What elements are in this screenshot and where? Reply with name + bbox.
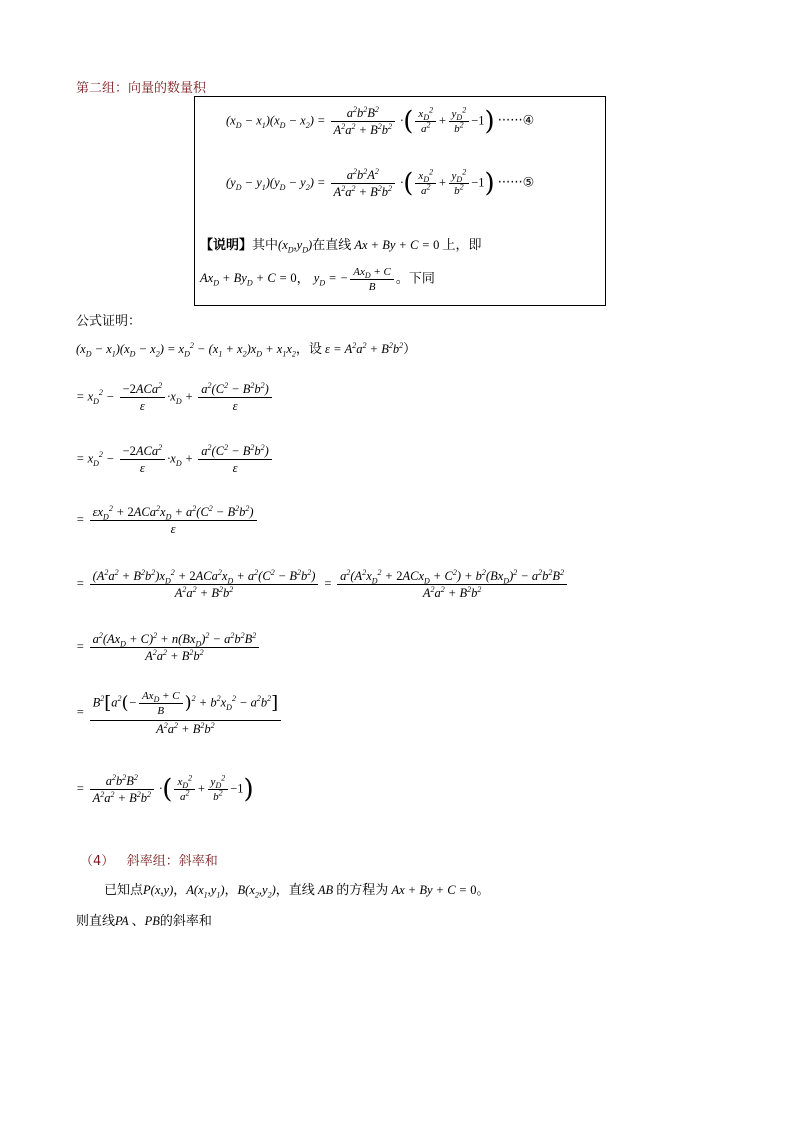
proof-line-5: = $\frac{(A^2a^2 + B^2b^2)x_D^2 + 2ACa^2x_D + a^2(C^2 - B^2b^2)}{A^2a^2 + B^2b^2}$ = $\frac{a^2(A^2x_D^2 + 2ACx_D + C^2) + b^2(Bx_D)^2 - a^2b^2B^2}{A^2a^2 + B^2b^2}$: [76, 569, 569, 600]
note-line-1: 【说明】其中$(x_D,y_D)$在直线 Ax + By + C = 0 上，即: [200, 238, 482, 255]
section4-line-1: 已知点P(x,y)，$A(x_1,y_1)$，$B(x_2,y_2)$，直线 AB 的方程为 Ax + By + C = 0。: [104, 883, 490, 900]
section-heading-4: [80, 850, 218, 869]
proof-line-8: = $\frac{a^2b^2B^2}{A^2a^2 + B^2b^2}$ ·( $\frac{x_D^2}{a^2}$ + $\frac{y_D^2}{b^2}$ −1): [76, 772, 254, 805]
proof-line-6: = $\frac{a^2(Ax_D + C)^2 + n(Bx_D)^2 - a^2b^2B^2}{A^2a^2 + B^2b^2}$: [76, 632, 261, 663]
formula-4: $(x_D - x_1)(x_D - x_2)$ = $\frac{a^2b^2B^2}{A^2a^2 + B^2b^2}$ ·( $\frac{x_D^2}{a^2}$ + $\frac{y_D^2}{b^2}$ −1) ······④: [226, 104, 535, 137]
formula-5: $(y_D - y_1)(y_D - y_2)$ = $\frac{a^2b^2A^2}{A^2a^2 + B^2b^2}$ ·( $\frac{x_D^2}{a^2}$ + $\frac{y_D^2}{b^2}$ −1) ······⑤: [226, 166, 535, 199]
section-heading-group2: 第二组：向量的数量积: [76, 81, 207, 96]
proof-line-2: = $x_D^2$ − $\frac{-2ACa^2}{\varepsilon}$ $\cdot x_D$ + $\frac{a^2(C^2 - B^2b^2)}{\varepsilon}$: [76, 382, 274, 413]
note-label: 【说明】: [200, 238, 253, 253]
section-title: 斜率组：斜率和: [126, 854, 218, 869]
equation-tag-5: ······⑤: [497, 175, 535, 191]
equation-tag-4: ······④: [497, 113, 535, 129]
proof-title: 公式证明：: [76, 314, 142, 329]
section4-line-2: 则直线PA 、PB的斜率和: [76, 914, 212, 929]
proof-line-4: = $\frac{\varepsilon x_D^2 + 2ACa^2x_D + a^2(C^2 - B^2b^2)}{\varepsilon}$: [76, 505, 259, 536]
section-number: （4）: [80, 854, 115, 869]
note-line-2: $Ax_D + By_D + C = 0$， $y_D$ = − $\frac{Ax_D + C}{B}$ 。下同: [200, 266, 435, 293]
proof-line-3: = $x_D^2$ − $\frac{-2ACa^2}{\varepsilon}$ $\cdot x_D$ + $\frac{a^2(C^2 - B^2b^2)}{\varepsilon}$: [76, 444, 274, 475]
proof-line-1: $(x_D - x_1)(x_D - x_2) = x_D^2 - (x_1 + x_2)x_D + x_1x_2$，设 $\varepsilon = A^2a^2 + B^2b^2$）: [76, 340, 417, 359]
proof-line-7: = $B^2[a^2(-$ $\frac{Ax_D + C}{B}$ )$^2 + b^2x_D^2 - a^2b^2$] $A^2a^2 + B^2b^2$: [76, 690, 283, 736]
